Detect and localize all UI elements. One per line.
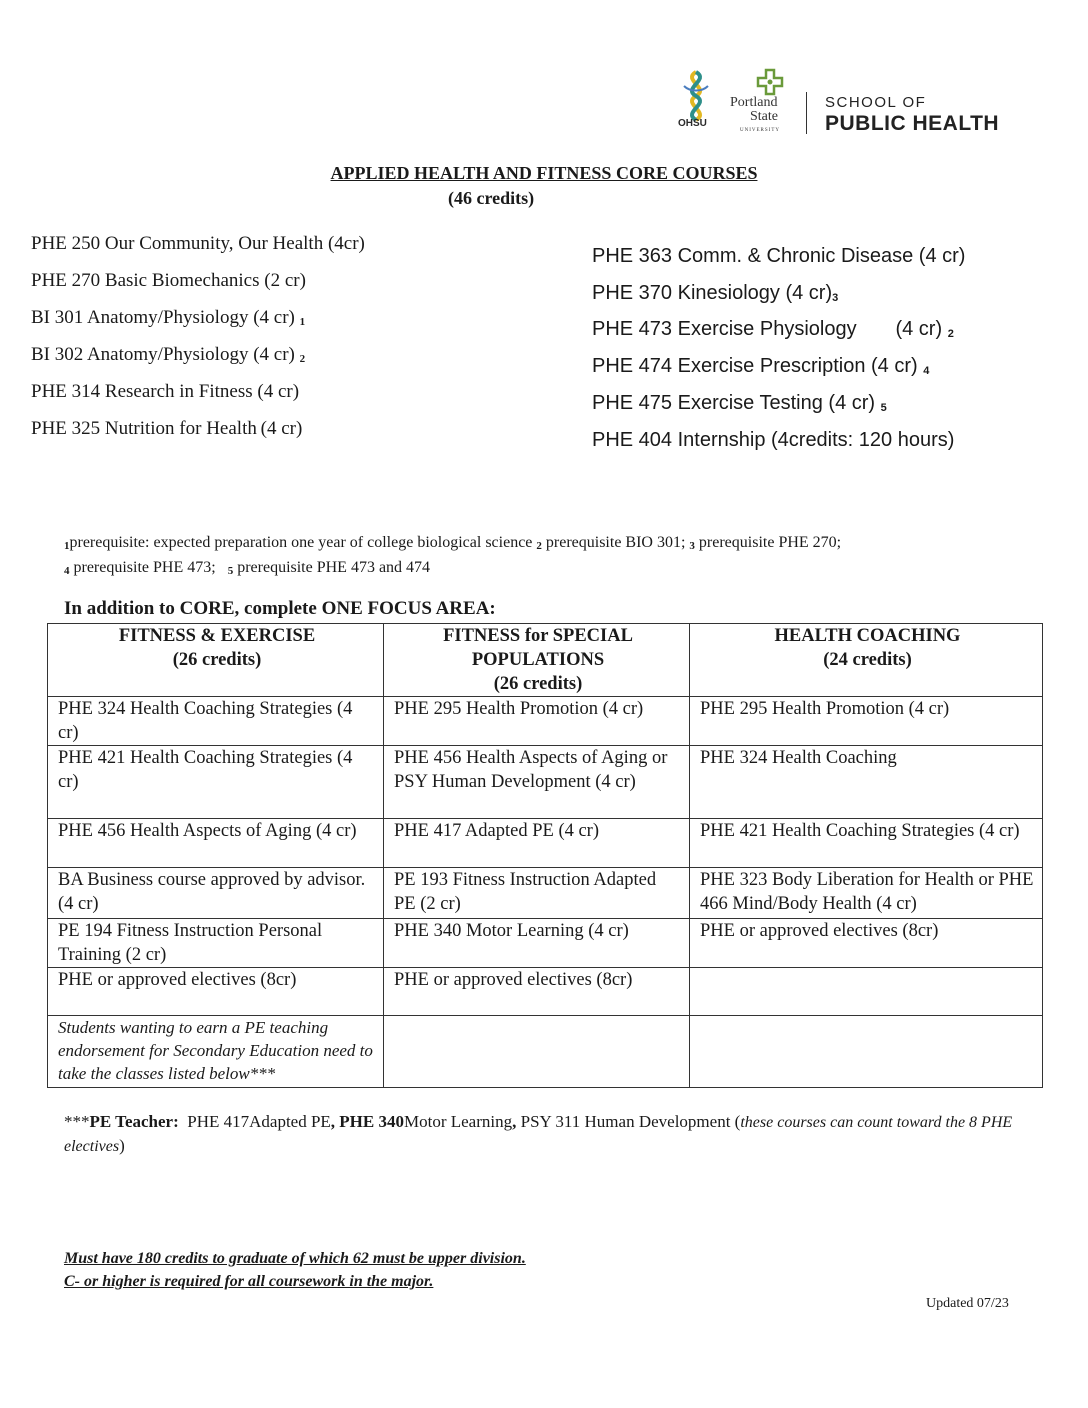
table-cell: PHE 324 Health Coaching bbox=[690, 746, 1043, 819]
table-header-row bbox=[48, 624, 1043, 697]
pe-teacher-course-code: PHE 340 bbox=[339, 1112, 404, 1131]
psu-wordmark bbox=[730, 96, 780, 138]
prerequisite-footnotes bbox=[64, 532, 1024, 582]
table-cell: PHE 340 Motor Learning (4 cr) bbox=[384, 919, 690, 968]
core-course bbox=[592, 244, 965, 268]
pe-teacher-stars: *** bbox=[64, 1112, 90, 1131]
core-course bbox=[31, 380, 299, 404]
table-cell: PHE 421 Health Coaching Strategies (4 cr) bbox=[48, 746, 384, 819]
table-cell bbox=[690, 968, 1043, 1016]
core-course bbox=[31, 306, 305, 334]
core-course bbox=[592, 281, 838, 310]
pe-teacher-note: ***PE Teacher: PHE 417Adapted PE, PHE 340Motor Learning, PSY 311 Human Development (these courses can count toward the 8 PHE electives) bbox=[64, 1112, 1013, 1155]
pe-teacher-label: PE Teacher: bbox=[89, 1112, 179, 1131]
pe-teacher-course: PHE 417Adapted PE bbox=[187, 1112, 331, 1131]
table-cell: PHE 295 Health Promotion (4 cr) bbox=[690, 697, 1043, 746]
pe-teacher-elective-note: these courses can count toward the 8 PHE electives bbox=[64, 1114, 1013, 1155]
core-course-text: PHE 270 Basic Biomechanics (2 cr) bbox=[31, 270, 306, 291]
footnote-marker: 5 bbox=[880, 402, 887, 414]
pe-teacher-course: PSY 311 Human Development bbox=[520, 1112, 731, 1131]
psu-line-2: State bbox=[750, 109, 778, 124]
focus-area-heading: In addition to CORE, complete ONE FOCUS AREA: bbox=[64, 598, 496, 619]
table-cell: BA Business course approved by advisor. (4 cr) bbox=[48, 868, 384, 919]
graduation-requirement: Must have 180 credits to graduate of which 62 must be upper division. bbox=[64, 1250, 526, 1267]
pe-teacher-course: Motor Learning bbox=[404, 1112, 513, 1131]
psu-line-3: UNIVERSITY bbox=[740, 128, 780, 133]
footnote-text: prerequisite PHE 473 and 474 bbox=[237, 559, 431, 576]
table-cell: PE 194 Fitness Instruction Personal Training (2 cr) bbox=[48, 919, 384, 968]
column-header: FITNESS for SPECIAL POPULATIONS (26 credits) bbox=[384, 624, 690, 697]
psu-cross-icon bbox=[756, 68, 784, 96]
logo-divider bbox=[806, 92, 807, 134]
footnote-number: 2 bbox=[536, 540, 542, 552]
table-row bbox=[48, 919, 1043, 968]
footnote-marker: 3 bbox=[832, 292, 839, 304]
table-cell: PHE 417 Adapted PE (4 cr) bbox=[384, 819, 690, 868]
table-row bbox=[48, 819, 1043, 868]
core-course bbox=[592, 317, 954, 346]
table-row bbox=[48, 697, 1043, 746]
ohsu-wordmark: OHSU bbox=[678, 118, 707, 129]
core-course-text: PHE 404 Internship (4credits: 120 hours) bbox=[592, 429, 955, 451]
table-cell: PHE 323 Body Liberation for Health or PHE 466 Mind/Body Health (4 cr) bbox=[690, 868, 1043, 919]
page-title-credits: (46 credits) bbox=[448, 188, 535, 208]
public-health-label: PUBLIC HEALTH bbox=[825, 112, 1000, 135]
pe-endorsement-note: Students wanting to earn a PE teaching endorsement for Secondary Education need to take the classes listed below*** bbox=[48, 1016, 384, 1088]
table-cell: PHE 324 Health Coaching Strategies (4 cr) bbox=[48, 697, 384, 746]
table-cell: PE 193 Fitness Instruction Adapted PE (2 cr) bbox=[384, 868, 690, 919]
core-course-text: PHE 475 Exercise Testing (4 cr) bbox=[592, 392, 876, 414]
table-row bbox=[48, 746, 1043, 819]
footnote-text: prerequisite: expected preparation one year of college biological science bbox=[69, 534, 533, 551]
table-cell bbox=[384, 1016, 690, 1088]
page-title: APPLIED HEALTH AND FITNESS CORE COURSES bbox=[330, 163, 758, 183]
column-header: FITNESS & EXERCISE (26 credits) bbox=[48, 624, 384, 697]
table-row bbox=[48, 968, 1043, 1016]
footnote-text: prerequisite PHE 473; bbox=[73, 559, 216, 576]
core-course-text: PHE 474 Exercise Prescription (4 cr) bbox=[592, 355, 918, 377]
table-cell: PHE 456 Health Aspects of Aging (4 cr) bbox=[48, 819, 384, 868]
core-course bbox=[592, 354, 929, 383]
column-header: HEALTH COACHING (24 credits) bbox=[690, 624, 1043, 697]
footnote-marker: 2 bbox=[947, 328, 954, 340]
footnote-number: 3 bbox=[689, 540, 695, 552]
core-course bbox=[592, 391, 887, 420]
updated-date: Updated 07/23 bbox=[926, 1296, 1009, 1311]
core-course-text: BI 302 Anatomy/Physiology (4 cr) bbox=[31, 344, 295, 365]
core-course bbox=[31, 343, 305, 371]
focus-area-table bbox=[47, 623, 1043, 1088]
footnote-marker: 2 bbox=[299, 353, 306, 365]
footnote-marker: 1 bbox=[299, 316, 306, 328]
table-row bbox=[48, 868, 1043, 919]
table-cell: PHE or approved electives (8cr) bbox=[48, 968, 384, 1016]
table-row bbox=[48, 1016, 1043, 1088]
ohsu-logo-icon bbox=[676, 68, 716, 122]
core-course bbox=[31, 269, 306, 293]
table-cell bbox=[690, 1016, 1043, 1088]
table-cell: PHE 421 Health Coaching Strategies (4 cr) bbox=[690, 819, 1043, 868]
footnote-text: prerequisite PHE 270; bbox=[698, 534, 842, 551]
header-logos bbox=[672, 66, 1032, 138]
core-course-text: PHE 370 Kinesiology (4 cr) bbox=[592, 282, 833, 304]
grade-requirement: C- or higher is required for all coursework in the major. bbox=[64, 1273, 434, 1290]
table-cell: PHE or approved electives (8cr) bbox=[690, 919, 1043, 968]
footnote-number: 1 bbox=[64, 540, 70, 552]
footnote-marker: 4 bbox=[923, 365, 930, 377]
core-course-text: PHE 250 Our Community, Our Health (4cr) bbox=[31, 233, 365, 254]
footnote-text: prerequisite BIO 301; bbox=[545, 534, 686, 551]
footnote-number: 5 bbox=[227, 565, 234, 577]
core-course-text: PHE 325 Nutrition for Health (4 cr) bbox=[31, 418, 303, 439]
core-course bbox=[31, 232, 365, 256]
table-cell: PHE 295 Health Promotion (4 cr) bbox=[384, 697, 690, 746]
core-course-text: PHE 314 Research in Fitness (4 cr) bbox=[31, 381, 300, 402]
core-course-text: PHE 473 Exercise Physiology (4 cr) bbox=[592, 318, 943, 340]
core-course-text: BI 301 Anatomy/Physiology (4 cr) bbox=[31, 307, 295, 328]
core-course-text: PHE 363 Comm. & Chronic Disease (4 cr) bbox=[592, 245, 966, 267]
footnote-number: 4 bbox=[64, 565, 70, 577]
table-cell: PHE or approved electives (8cr) bbox=[384, 968, 690, 1016]
school-of-label: SCHOOL OF bbox=[825, 94, 927, 111]
psu-line-1: Portland bbox=[730, 95, 778, 110]
table-cell: PHE 456 Health Aspects of Aging or PSY Human Development (4 cr) bbox=[384, 746, 690, 819]
core-course bbox=[592, 428, 954, 452]
core-course bbox=[31, 417, 302, 441]
